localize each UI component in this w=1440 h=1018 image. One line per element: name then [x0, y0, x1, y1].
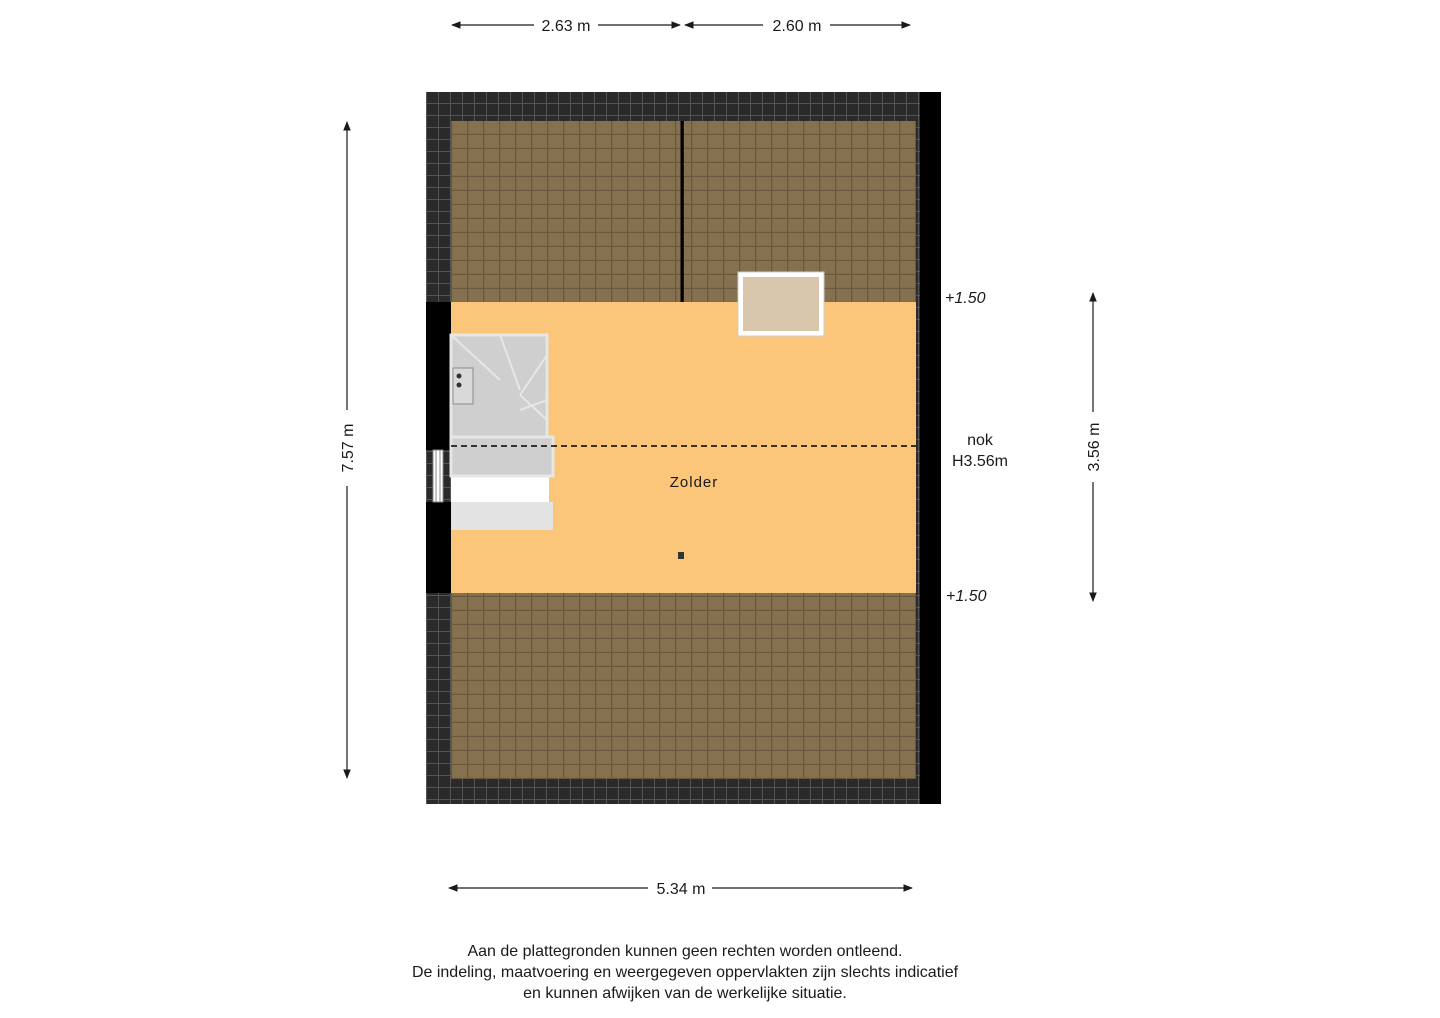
- disclaimer-line-2: De indeling, maatvoering en weergegeven oppervlakten zijn slechts indicatief: [411, 964, 959, 981]
- ridge-height: H3.56m: [951, 453, 1009, 470]
- dimension-top-left: 2.63 m: [541, 18, 591, 35]
- dimension-bottom-label: 5.34 m: [656, 881, 706, 898]
- disclaimer-line-1: Aan de plattegronden kunnen geen rechten worden ontleend.: [467, 943, 903, 960]
- dimension-left-label: 7.57 m: [340, 423, 357, 473]
- east-wall: [920, 92, 941, 804]
- staircase: [451, 335, 553, 530]
- dimension-right-label: 3.56 m: [1086, 422, 1103, 472]
- level-lower: +1.50: [946, 588, 987, 605]
- west-wall-upper: [426, 302, 451, 450]
- post-marker: [678, 552, 684, 559]
- ridge-label: nok: [967, 432, 993, 449]
- disclaimer-line-3: en kunnen afwijken van de werkelijke situatie.: [523, 985, 847, 1002]
- window: [433, 450, 443, 502]
- skylight: [738, 272, 824, 336]
- disclaimer: [0, 941, 1370, 1004]
- roof-lower: [451, 593, 916, 779]
- level-upper: +1.50: [945, 290, 986, 307]
- roof-upper-left: [451, 121, 681, 302]
- dimension-top-right: 2.60 m: [772, 18, 822, 35]
- west-wall-lower: [426, 502, 451, 593]
- room-label: Zolder: [669, 474, 719, 491]
